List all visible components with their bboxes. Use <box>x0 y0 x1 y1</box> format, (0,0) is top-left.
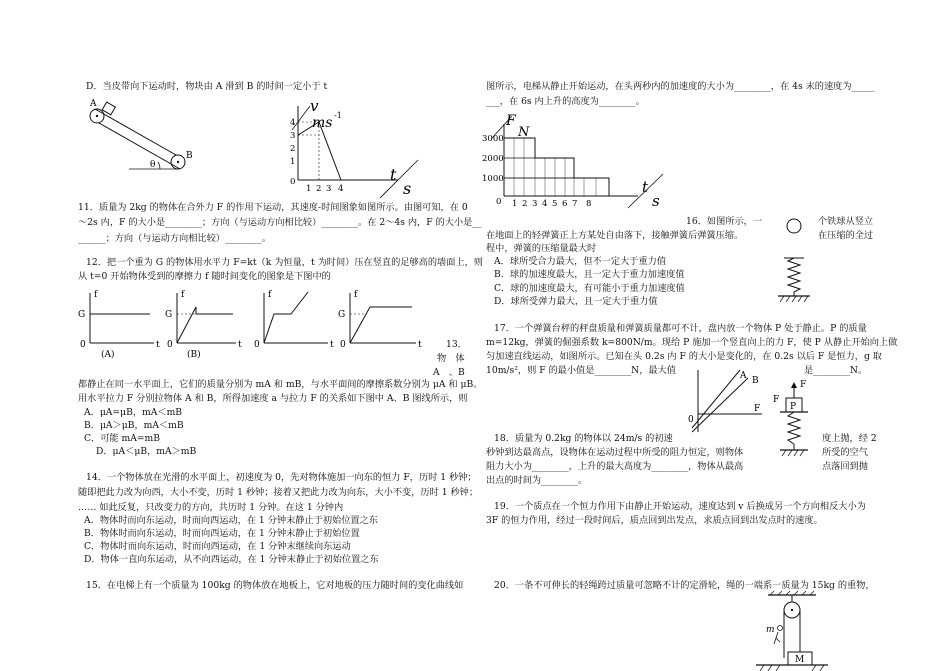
label-m: m <box>766 625 775 635</box>
label-theta: θ <box>150 160 156 170</box>
q15-cont-line-2: ___，在 6s 内上升的高度为________。 <box>486 96 645 107</box>
q12-line-2: 从 t=0 开始物体受到的摩擦力 f 随时间变化的图象是下图中的 <box>78 271 331 282</box>
x-tick-3: 3 <box>532 199 538 209</box>
q18-right-2: 所受的空气 <box>822 447 868 458</box>
graph-a-caption: (A) <box>101 350 115 360</box>
q13-line-2: 用水平拉力 F 分别拉物体 A 和 B，所得加速度 a 与拉力 F 的关系如下图中 A、B 图线所示，则 <box>78 393 468 404</box>
unit-n: N <box>518 125 530 140</box>
q18-line-4: 出点的时间为________。 <box>486 475 588 486</box>
q13-option-a: A．μA=μB，mA＜mB <box>84 407 183 418</box>
y-tick-2000: 2000 <box>482 154 504 164</box>
y-tick-4: 4 <box>290 118 296 128</box>
y-tick-3: 3 <box>290 131 296 141</box>
velocity-time-graph <box>282 97 422 198</box>
origin-label: 0 <box>496 197 502 207</box>
q17-line-4b: 是________N。 <box>804 365 868 376</box>
axis-f: F <box>506 113 516 129</box>
graph-d-g: G <box>338 310 346 320</box>
q17-line-2: m=12kg，弹簧的倔强系数 k=800N/m。现给 P 施加一个竖直向上的力 F，使 P 从静止开始向上做 <box>486 337 898 348</box>
q18-right-3: 点落回到抛 <box>822 461 868 472</box>
axis-t: t <box>390 165 397 184</box>
x-tick-7: 7 <box>572 199 578 209</box>
q18-right-1: 度上抛，经 2 <box>822 433 877 444</box>
q17-line-3: 匀加速直线运动，如图所示。已知在头 0.2s 内 F 的大小是变化的，在 0.2s 以后 F 是恒力，g 取 <box>486 351 882 362</box>
x-tick-8: 8 <box>586 199 592 209</box>
q19-line-1: 19．一个质点在一个恒力作用下由静止开始运动，速度达到 v 后换成另一个方向相反大小为 <box>494 501 866 512</box>
label-p: P <box>790 402 797 412</box>
q18-line-1: 18．质量为 0.2kg 的物体以 24m/s 的初速 <box>494 433 673 444</box>
label-f: F <box>773 395 780 405</box>
x-tick-2: 2 <box>316 184 322 194</box>
q15-cont-line-1: 图所示，电梯从静止开始运动，在头两秒内的加速度的大小为________，在 4s 末的速度为_____ <box>486 81 875 92</box>
label-b: B <box>752 376 759 386</box>
y-tick-1000: 1000 <box>482 174 504 184</box>
y-tick-1: 1 <box>290 157 296 167</box>
axis-s: s <box>403 179 412 198</box>
q10-option-d: D．当皮带向下运动时，物块由 A 滑到 B 的时间一定小于 t <box>86 81 328 92</box>
q16-tail: 个铁球从竖立 <box>818 216 874 227</box>
q11-line-1: 11．质量为 2kg 的物体在合外力 F 的作用下运动，其速度-时间图象如图所示。由图可知，在 0 <box>78 202 468 213</box>
q13-option-b: B．μA＞μB，mA＜mB <box>84 420 184 431</box>
q13-option-d: D．μA＜μB，mA＞mB <box>96 446 197 457</box>
ball-spring-figure <box>772 214 818 310</box>
q14-option-a: A．物体时而向东运动，时而向西运动，在 1 分钟末静止于初始位置之东 <box>84 515 378 526</box>
q17-line-1: 17．一个弹簧台秤的秤盘质量和弹簧质量都可不计，盘内放一个物体 P 处于静止。P 的质量 <box>494 323 867 334</box>
friction-time-graphs <box>76 287 450 359</box>
acceleration-force-graph <box>684 366 764 434</box>
label-b: B <box>186 151 193 161</box>
q16-option-d: D．球所受弹力最大，且一定大于重力值 <box>494 296 658 307</box>
q18-line-3: 阻力大小为________，上升的最大高度为________，物体从最高 <box>486 461 744 472</box>
x-tick-3: 3 <box>326 184 332 194</box>
q16-line-3: 程中，弹簧的压缩量最大时 <box>486 243 597 254</box>
label-a: A <box>90 99 97 109</box>
origin-label: 0 <box>290 177 296 187</box>
y-tick-2: 2 <box>290 144 296 154</box>
q14-option-d: D．物体一直向东运动，从不向西运动，在 1 分钟末静止于初始位置之东 <box>84 554 379 565</box>
q16-option-a: A．球所受合力最大，但不一定大于重力值 <box>494 256 667 267</box>
q13-wrap-1: 物 体 <box>437 353 465 364</box>
unit-exp: -1 <box>334 111 342 120</box>
q15-line-1: 15．在电梯上有一个质量为 100kg 的物体放在地板上，它对地板的压力随时间的变化曲线如 <box>86 580 464 591</box>
q16-line-2: 在地面上的轻弹簧正上方某处自由落下，接触弹簧后弹簧压缩。 <box>486 230 744 241</box>
x-tick-1: 1 <box>512 199 518 209</box>
q13-option-c: C．可能 mA=mB <box>84 433 161 444</box>
q14-option-b: B．物体时而向东运动，时而向西运动，在 1 分钟末静止于初始位置 <box>84 528 360 539</box>
q20-line-1: 20．一条不可伸长的轻绳跨过质量可忽略不计的定滑轮，绳的一端系一质量为 15kg 的重物， <box>494 580 875 591</box>
q16-head: 16．如图所示，一 <box>686 216 763 227</box>
graph-b-o: 0 <box>167 340 173 350</box>
x-tick-1: 1 <box>306 184 312 194</box>
graph-c-o: 0 <box>254 340 260 350</box>
axis-s: s <box>652 192 660 210</box>
graph-a-o: 0 <box>80 340 86 350</box>
q13-wrap-2: A 、B <box>433 367 465 378</box>
x-tick-6: 6 <box>562 199 568 209</box>
graph-d-o: 0 <box>340 340 346 350</box>
origin-label: 0 <box>688 415 694 425</box>
label-big-m: M <box>795 655 805 665</box>
spring-scale-figure <box>772 380 818 472</box>
q13-number: 13． <box>446 339 467 350</box>
graph-c-t: t <box>330 340 334 350</box>
graph-b-t: t <box>238 340 242 350</box>
graph-b-caption: (B) <box>187 350 201 360</box>
graph-b-f: f <box>181 290 185 300</box>
unit-ms: ms <box>312 115 333 131</box>
graph-a-g: G <box>78 310 86 320</box>
graph-d-t: t <box>418 340 422 350</box>
label-f: F <box>754 404 761 414</box>
q16-option-b: B．球的加速度最大，且一定大于重力加速度值 <box>494 269 685 280</box>
q14-line-3: …… 如此反复，只改变力的方向，共历时 1 分钟。在这 1 分钟内 <box>78 502 344 513</box>
graph-c-f: f <box>268 290 272 300</box>
q18-line-2: 秒钟到达最高点，设物体在运动过程中所受的阻力恒定，则物体 <box>486 447 744 458</box>
q13-line-1: 都静止在同一水平面上，它们的质量分别为 mA 和 mB，与水平面间的摩擦系数分别为 μA 和 μB。 <box>78 379 483 390</box>
force-time-graph <box>478 112 668 212</box>
graph-a-t: t <box>156 340 160 350</box>
pulley-figure <box>748 592 832 671</box>
q12-line-1: 12．把一个重为 G 的物体用水平力 F=kt（k 为恒量，t 为时间）压在竖直的足够高的墙面上，则 <box>86 257 483 268</box>
q16-tail-2: 在压缩的全过 <box>818 230 874 241</box>
q11-line-3: ______；方向（与运动方向相比较）________。 <box>78 233 271 244</box>
q14-line-1: 14．一个物体放在光滑的水平面上，初速度为 0，先对物体施加一向东的恒力 F，历时 1 秒钟； <box>86 472 477 483</box>
q16-option-c: C．球的加速度最大，有可能小于重力加速度值 <box>494 283 685 294</box>
axis-t: t <box>642 178 649 196</box>
x-tick-4: 4 <box>338 184 344 194</box>
graph-a-f: f <box>94 290 98 300</box>
graph-b-g: G <box>165 310 173 320</box>
axis-v: v <box>310 97 319 115</box>
x-tick-5: 5 <box>552 199 558 209</box>
label-a: A <box>740 371 747 381</box>
x-tick-2: 2 <box>522 199 528 209</box>
fig17-label-f-top: F <box>800 379 807 390</box>
q11-line-2: ～2s 内，F 的大小是________；方向（与运动方向相比较）________。在 2～4s 内，F 的大小是__ <box>78 217 482 228</box>
q14-option-c: C．物体时而向东运动，时而向西运动，在 1 分钟末继续向东运动 <box>84 541 351 552</box>
q19-line-2: 3F 的恒力作用，经过一段时间后，质点回到出发点，求质点回到出发点时的速度。 <box>486 515 823 526</box>
conveyor-figure <box>84 96 204 186</box>
y-tick-3000: 3000 <box>482 134 504 144</box>
x-tick-4: 4 <box>542 199 548 209</box>
q14-line-2: 随即把此力改为向西，大小不变，历时 1 秒钟；接着又把此力改为向东，大小不变，历时 1 秒钟； <box>78 487 479 498</box>
q17-line-4a: 10m/s²，则 F 的最小值是________N，最大值 <box>486 365 676 376</box>
graph-d-f: f <box>354 290 358 300</box>
